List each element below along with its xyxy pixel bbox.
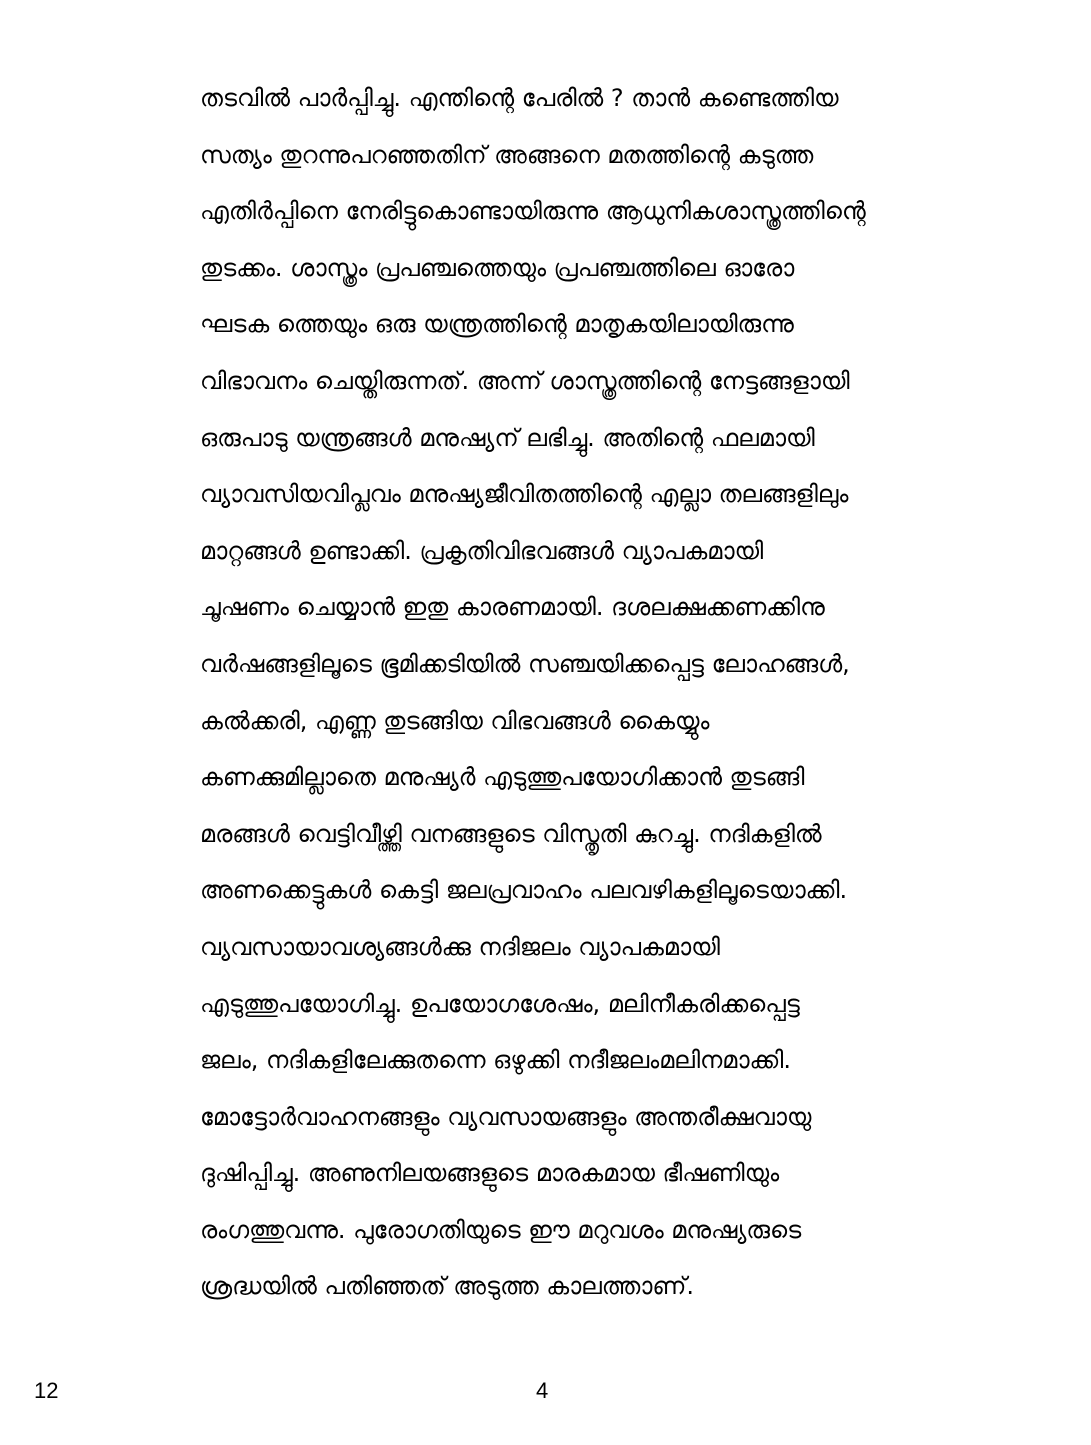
footer-code: 12 bbox=[34, 1378, 59, 1403]
text-line: കണക്കുമില്ലാതെ മനുഷ്യർ എടുത്തുപയോഗിക്കാൻ തുടങ്ങി bbox=[200, 763, 805, 792]
text-line: വ്യവസായാവശ്യങ്ങൾക്കു നദിജലം വ്യാപകമായി bbox=[200, 932, 720, 961]
text-line: അണക്കെട്ടുകൾ കെട്ടി ജലപ്രവാഹം പലവഴികളിലൂടെയാക്കി. bbox=[200, 876, 848, 905]
text-line: ജലം, നദികളിലേക്കുതന്നെ ഒഴുക്കി നദീജലംമലിനമാക്കി. bbox=[200, 1046, 792, 1075]
text-line: മരങ്ങൾ വെട്ടിവീഴ്ത്തി വനങ്ങളുടെ വിസ്തൃതി കുറച്ചു. നദികളിൽ bbox=[200, 819, 822, 848]
text-line: ചൂഷണം ചെയ്യാൻ ഇതു കാരണമായി. ദശലക്ഷക്കണക്കിനു bbox=[200, 593, 825, 622]
text-line: മാറ്റങ്ങൾ ഉണ്ടാക്കി. പ്രകൃതിവിഭവങ്ങൾ വ്യാപകമായി bbox=[200, 536, 764, 565]
text-line: ഘടക ത്തെയും ഒരു യന്ത്രത്തിന്റെ മാതൃകയിലായിരുന്നു bbox=[200, 310, 794, 339]
text-line: ഒരുപാടു യന്ത്രങ്ങൾ മനുഷ്യന് ലഭിച്ചു. അതിന്റെ ഫലമായി bbox=[200, 423, 815, 452]
text-line: സത്യം തുറന്നുപറഞ്ഞതിന് അങ്ങനെ മതത്തിന്റെ കടുത്ത bbox=[200, 140, 814, 169]
text-line: വിഭാവനം ചെയ്തിരുന്നത്. അന്ന് ശാസ്ത്രത്തിന്റെ നേട്ടങ്ങളായി bbox=[200, 366, 850, 395]
body-paragraph bbox=[200, 70, 1040, 1315]
text-line: ദുഷിപ്പിച്ചു. അണുനിലയങ്ങളുടെ മാരകമായ ഭീഷണിയും bbox=[200, 1159, 780, 1188]
text-line: കൽക്കരി, എണ്ണ തുടങ്ങിയ വിഭവങ്ങൾ കൈയ്യും bbox=[200, 706, 710, 735]
text-line: തുടക്കം. ശാസ്ത്രം പ്രപഞ്ചത്തെയും പ്രപഞ്ചത്തിലെ ഓരോ bbox=[200, 253, 795, 282]
text-line: രംഗത്തുവന്നു. പുരോഗതിയുടെ ഈ മറുവശം മനുഷ്യരുടെ bbox=[200, 1215, 802, 1244]
text-line: എടുത്തുപയോഗിച്ചു. ഉപയോഗശേഷം, മലിനീകരിക്കപ്പെട്ട bbox=[200, 989, 800, 1018]
text-line: എതിർപ്പിനെ നേരിട്ടുകൊണ്ടായിരുന്നു ആധുനികശാസ്ത്രത്തിന്റെ bbox=[200, 197, 866, 226]
text-line: മോട്ടോർവാഹനങ്ങളും വ്യവസായങ്ങളും അന്തരീക്ഷവായു bbox=[200, 1102, 812, 1131]
text-line: വ്യാവസിയവിപ്ലവം മനുഷ്യജീവിതത്തിന്റെ എല്ലാ തലങ്ങളിലും bbox=[200, 480, 849, 509]
text-line: വർഷങ്ങളിലൂടെ ഭൂമിക്കടിയിൽ സഞ്ചയിക്കപ്പെട്ട ലോഹങ്ങൾ, bbox=[200, 649, 850, 678]
text-line: തടവിൽ പാർപ്പിച്ചു. എന്തിന്റെ പേരിൽ ? താൻ കണ്ടെത്തിയ bbox=[200, 84, 839, 112]
page-number: 4 bbox=[536, 1378, 549, 1403]
text-line: ശ്രദ്ധയിൽ പതിഞ്ഞത് അടുത്ത കാലത്താണ്. bbox=[200, 1272, 695, 1301]
